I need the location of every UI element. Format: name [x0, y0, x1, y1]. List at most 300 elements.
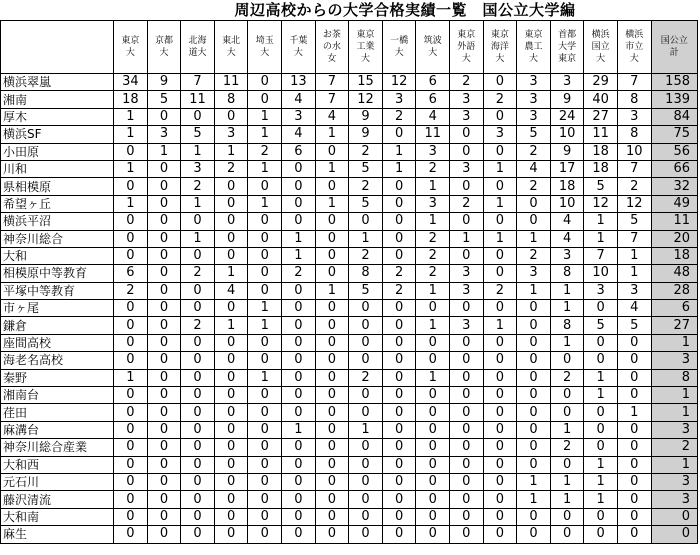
value-cell: 0	[315, 387, 349, 404]
value-cell: 0	[282, 439, 316, 456]
value-cell: 0	[349, 473, 383, 490]
value-cell: 18	[114, 91, 148, 108]
column-header-line: 大	[361, 54, 371, 64]
value-cell: 3	[450, 282, 484, 299]
value-cell: 0	[617, 508, 651, 525]
header-corner	[1, 21, 114, 74]
value-cell: 0	[517, 526, 551, 543]
value-cell: 0	[450, 456, 484, 473]
total-cell: 3	[651, 421, 697, 438]
value-cell: 0	[181, 300, 215, 317]
value-cell: 0	[114, 300, 148, 317]
value-cell: 0	[282, 404, 316, 421]
value-cell: 0	[248, 213, 282, 230]
value-cell: 0	[450, 247, 484, 264]
table-row	[1, 387, 698, 404]
value-cell: 0	[483, 508, 517, 525]
value-cell: 0	[517, 456, 551, 473]
value-cell: 3	[214, 126, 248, 143]
value-cell: 0	[315, 421, 349, 438]
value-cell: 0	[282, 456, 316, 473]
column-header	[114, 21, 148, 74]
value-cell: 0	[382, 247, 416, 264]
column-header-line: 国立	[591, 42, 610, 52]
value-cell: 0	[214, 404, 248, 421]
school-name: 元石川	[1, 473, 114, 490]
value-cell: 2	[349, 143, 383, 160]
value-cell: 0	[315, 143, 349, 160]
column-header-line: 大	[528, 54, 538, 64]
column-header	[382, 21, 416, 74]
column-header-line: 計	[669, 48, 679, 58]
value-cell: 0	[349, 404, 383, 421]
value-cell: 0	[450, 300, 484, 317]
value-cell: 1	[617, 265, 651, 282]
value-cell: 0	[181, 508, 215, 525]
column-header-line: 北海	[188, 36, 207, 46]
value-cell: 0	[147, 456, 181, 473]
value-cell: 7	[617, 74, 651, 91]
value-cell: 0	[214, 508, 248, 525]
value-cell: 1	[450, 230, 484, 247]
total-cell: 49	[651, 195, 697, 212]
value-cell: 10	[550, 195, 584, 212]
value-cell: 0	[282, 195, 316, 212]
table-row	[1, 352, 698, 369]
school-name: 麻生	[1, 526, 114, 543]
column-header-line: 東京	[121, 36, 140, 46]
value-cell: 0	[214, 300, 248, 317]
value-cell: 1	[248, 108, 282, 125]
value-cell: 0	[315, 508, 349, 525]
school-name: 座間高校	[1, 334, 114, 351]
value-cell: 0	[248, 230, 282, 247]
value-cell: 2	[517, 178, 551, 195]
school-name: 鎌倉	[1, 317, 114, 334]
value-cell: 0	[450, 526, 484, 543]
value-cell: 0	[382, 213, 416, 230]
value-cell: 0	[248, 247, 282, 264]
table-row	[1, 334, 698, 351]
value-cell: 0	[181, 491, 215, 508]
value-cell: 9	[147, 74, 181, 91]
value-cell: 0	[214, 421, 248, 438]
value-cell: 2	[181, 265, 215, 282]
table-row	[1, 126, 698, 143]
value-cell: 2	[483, 282, 517, 299]
value-cell: 0	[517, 369, 551, 386]
table-row	[1, 178, 698, 195]
value-cell: 0	[315, 317, 349, 334]
column-header	[147, 21, 181, 74]
value-cell: 0	[483, 404, 517, 421]
value-cell: 0	[147, 213, 181, 230]
school-name: 海老名高校	[1, 352, 114, 369]
table-row	[1, 473, 698, 490]
column-header-line: 横浜	[591, 30, 610, 40]
value-cell: 1	[517, 230, 551, 247]
value-cell: 3	[584, 282, 618, 299]
value-cell: 0	[214, 178, 248, 195]
value-cell: 0	[147, 473, 181, 490]
school-name: 神奈川総合産業	[1, 439, 114, 456]
value-cell: 1	[315, 282, 349, 299]
value-cell: 0	[584, 508, 618, 525]
column-header	[617, 21, 651, 74]
value-cell: 3	[450, 317, 484, 334]
value-cell: 2	[214, 160, 248, 177]
value-cell: 3	[617, 108, 651, 125]
value-cell: 1	[114, 160, 148, 177]
table-row	[1, 91, 698, 108]
value-cell: 0	[517, 213, 551, 230]
table-row	[1, 247, 698, 264]
table-row	[1, 456, 698, 473]
value-cell: 1	[114, 369, 148, 386]
value-cell: 0	[114, 439, 148, 456]
column-header-line: 市立	[625, 42, 644, 52]
value-cell: 0	[248, 421, 282, 438]
total-cell: 32	[651, 178, 697, 195]
value-cell: 0	[349, 387, 383, 404]
value-cell: 0	[584, 352, 618, 369]
value-cell: 0	[282, 473, 316, 490]
value-cell: 0	[382, 317, 416, 334]
value-cell: 0	[550, 526, 584, 543]
value-cell: 5	[617, 213, 651, 230]
table-row	[1, 265, 698, 282]
value-cell: 9	[349, 108, 383, 125]
column-header	[416, 21, 450, 74]
value-cell: 1	[248, 195, 282, 212]
value-cell: 0	[617, 352, 651, 369]
value-cell: 3	[382, 91, 416, 108]
page-title: 周辺高校からの大学合格実績一覧 国公立大学編	[234, 1, 576, 19]
value-cell: 0	[315, 247, 349, 264]
value-cell: 1	[584, 456, 618, 473]
table-row	[1, 404, 698, 421]
value-cell: 0	[450, 369, 484, 386]
value-cell: 0	[214, 369, 248, 386]
value-cell: 0	[282, 491, 316, 508]
value-cell: 7	[315, 91, 349, 108]
value-cell: 0	[114, 473, 148, 490]
value-cell: 3	[517, 108, 551, 125]
value-cell: 3	[517, 74, 551, 91]
value-cell: 4	[214, 282, 248, 299]
value-cell: 0	[315, 456, 349, 473]
value-cell: 0	[349, 456, 383, 473]
school-name: 神奈川総合	[1, 230, 114, 247]
value-cell: 0	[450, 334, 484, 351]
value-cell: 0	[147, 421, 181, 438]
value-cell: 0	[382, 387, 416, 404]
value-cell: 12	[584, 195, 618, 212]
value-cell: 0	[483, 473, 517, 490]
value-cell: 0	[382, 230, 416, 247]
value-cell: 1	[416, 369, 450, 386]
value-cell: 1	[282, 230, 316, 247]
value-cell: 5	[517, 126, 551, 143]
table-row	[1, 160, 698, 177]
value-cell: 0	[214, 439, 248, 456]
value-cell: 12	[382, 74, 416, 91]
school-name: 希望ヶ丘	[1, 195, 114, 212]
value-cell: 1	[248, 300, 282, 317]
value-cell: 0	[248, 178, 282, 195]
column-header-line: 大	[125, 48, 135, 58]
table-row	[1, 300, 698, 317]
value-cell: 0	[315, 265, 349, 282]
value-cell: 1	[147, 143, 181, 160]
value-cell: 6	[114, 265, 148, 282]
value-cell: 4	[517, 160, 551, 177]
value-cell: 0	[315, 334, 349, 351]
value-cell: 0	[416, 352, 450, 369]
value-cell: 0	[147, 439, 181, 456]
value-cell: 3	[181, 160, 215, 177]
value-cell: 0	[248, 91, 282, 108]
value-cell: 0	[517, 352, 551, 369]
total-cell: 20	[651, 230, 697, 247]
value-cell: 1	[483, 195, 517, 212]
column-header-line: 東京	[490, 30, 509, 40]
value-cell: 5	[584, 178, 618, 195]
value-cell: 0	[248, 508, 282, 525]
column-header-line: 大	[596, 54, 606, 64]
value-cell: 0	[214, 334, 248, 351]
value-cell: 12	[349, 91, 383, 108]
value-cell: 13	[282, 74, 316, 91]
table-row	[1, 213, 698, 230]
school-name: 秦野	[1, 369, 114, 386]
value-cell: 0	[450, 143, 484, 160]
value-cell: 0	[450, 178, 484, 195]
table-row	[1, 108, 698, 125]
value-cell: 0	[617, 439, 651, 456]
value-cell: 4	[617, 300, 651, 317]
value-cell: 0	[550, 508, 584, 525]
value-cell: 0	[248, 526, 282, 543]
value-cell: 6	[416, 91, 450, 108]
value-cell: 0	[382, 491, 416, 508]
column-header-line: 道大	[188, 48, 207, 58]
value-cell: 18	[584, 143, 618, 160]
value-cell: 0	[114, 387, 148, 404]
value-cell: 0	[181, 247, 215, 264]
table-body	[1, 74, 698, 544]
value-cell: 15	[349, 74, 383, 91]
column-header	[550, 21, 584, 74]
value-cell: 0	[617, 334, 651, 351]
total-cell: 27	[651, 317, 697, 334]
total-cell: 66	[651, 160, 697, 177]
total-cell: 1	[651, 404, 697, 421]
value-cell: 0	[382, 404, 416, 421]
value-cell: 0	[147, 160, 181, 177]
value-cell: 0	[517, 508, 551, 525]
value-cell: 0	[248, 473, 282, 490]
value-cell: 4	[416, 108, 450, 125]
value-cell: 3	[517, 91, 551, 108]
value-cell: 3	[450, 160, 484, 177]
value-cell: 0	[483, 456, 517, 473]
value-cell: 1	[382, 160, 416, 177]
column-header-line: 国公立	[660, 36, 688, 46]
table-row	[1, 282, 698, 299]
value-cell: 2	[416, 247, 450, 264]
value-cell: 0	[450, 473, 484, 490]
value-cell: 0	[282, 526, 316, 543]
value-cell: 3	[450, 265, 484, 282]
value-cell: 2	[382, 282, 416, 299]
value-cell: 1	[114, 108, 148, 125]
value-cell: 1	[114, 195, 148, 212]
value-cell: 0	[214, 213, 248, 230]
value-cell: 0	[248, 439, 282, 456]
total-cell: 0	[651, 526, 697, 543]
value-cell: 1	[349, 230, 383, 247]
value-cell: 0	[382, 334, 416, 351]
total-cell: 158	[651, 74, 697, 91]
value-cell: 0	[315, 352, 349, 369]
value-cell: 0	[147, 352, 181, 369]
value-cell: 3	[483, 126, 517, 143]
value-cell: 0	[114, 213, 148, 230]
column-header-line: 筑波	[423, 36, 442, 46]
column-header-line: 一橋	[390, 36, 409, 46]
value-cell: 0	[181, 526, 215, 543]
value-cell: 17	[550, 160, 584, 177]
value-cell: 0	[315, 491, 349, 508]
value-cell: 0	[248, 265, 282, 282]
value-cell: 0	[617, 456, 651, 473]
value-cell: 2	[114, 282, 148, 299]
value-cell: 2	[617, 178, 651, 195]
value-cell: 0	[450, 213, 484, 230]
total-cell: 56	[651, 143, 697, 160]
value-cell: 40	[584, 91, 618, 108]
value-cell: 5	[617, 317, 651, 334]
value-cell: 1	[181, 195, 215, 212]
column-header-line: 東京	[457, 30, 476, 40]
value-cell: 0	[282, 160, 316, 177]
value-cell: 0	[147, 491, 181, 508]
value-cell: 0	[248, 491, 282, 508]
value-cell: 3	[550, 74, 584, 91]
total-cell: 1	[651, 456, 697, 473]
value-cell: 9	[550, 143, 584, 160]
value-cell: 29	[584, 74, 618, 91]
value-cell: 1	[416, 213, 450, 230]
value-cell: 9	[349, 126, 383, 143]
school-name: 湘南	[1, 91, 114, 108]
value-cell: 1	[517, 473, 551, 490]
value-cell: 0	[483, 334, 517, 351]
total-cell: 18	[651, 247, 697, 264]
value-cell: 2	[349, 369, 383, 386]
value-cell: 0	[450, 421, 484, 438]
value-cell: 1	[550, 300, 584, 317]
school-name: 平塚中等教育	[1, 282, 114, 299]
value-cell: 0	[382, 352, 416, 369]
school-name: 藤沢清流	[1, 491, 114, 508]
value-cell: 0	[550, 387, 584, 404]
value-cell: 0	[248, 387, 282, 404]
value-cell: 0	[416, 300, 450, 317]
value-cell: 0	[416, 456, 450, 473]
value-cell: 2	[483, 91, 517, 108]
total-cell: 28	[651, 282, 697, 299]
column-header-line: 大	[260, 48, 270, 58]
total-cell: 75	[651, 126, 697, 143]
value-cell: 1	[248, 369, 282, 386]
value-cell: 0	[282, 300, 316, 317]
column-header-line: 大	[159, 48, 169, 58]
value-cell: 0	[147, 300, 181, 317]
value-cell: 0	[450, 387, 484, 404]
value-cell: 0	[382, 178, 416, 195]
results-table	[0, 20, 698, 544]
value-cell: 0	[617, 421, 651, 438]
value-cell: 2	[416, 160, 450, 177]
value-cell: 0	[147, 387, 181, 404]
value-cell: 0	[114, 178, 148, 195]
column-header-line: 大	[495, 54, 505, 64]
value-cell: 0	[315, 404, 349, 421]
value-cell: 2	[550, 439, 584, 456]
value-cell: 0	[349, 300, 383, 317]
value-cell: 5	[147, 91, 181, 108]
value-cell: 1	[483, 317, 517, 334]
value-cell: 0	[282, 213, 316, 230]
value-cell: 0	[483, 387, 517, 404]
value-cell: 0	[450, 126, 484, 143]
value-cell: 4	[550, 213, 584, 230]
total-cell: 6	[651, 300, 697, 317]
value-cell: 0	[517, 421, 551, 438]
table-row	[1, 421, 698, 438]
column-header	[282, 21, 316, 74]
table-row	[1, 508, 698, 525]
value-cell: 8	[214, 91, 248, 108]
value-cell: 0	[315, 526, 349, 543]
column-header	[181, 21, 215, 74]
value-cell: 0	[147, 230, 181, 247]
value-cell: 5	[349, 195, 383, 212]
value-cell: 0	[114, 334, 148, 351]
value-cell: 0	[382, 526, 416, 543]
value-cell: 8	[550, 317, 584, 334]
value-cell: 1	[584, 387, 618, 404]
table-row	[1, 439, 698, 456]
value-cell: 2	[450, 74, 484, 91]
value-cell: 8	[617, 91, 651, 108]
table-row	[1, 143, 698, 160]
value-cell: 0	[483, 178, 517, 195]
value-cell: 0	[282, 387, 316, 404]
value-cell: 0	[517, 334, 551, 351]
value-cell: 0	[114, 317, 148, 334]
column-header-line: の水	[322, 42, 341, 52]
value-cell: 3	[550, 247, 584, 264]
total-cell: 0	[651, 508, 697, 525]
column-header-line: 外語	[457, 42, 476, 52]
value-cell: 0	[483, 143, 517, 160]
total-cell: 2	[651, 439, 697, 456]
value-cell: 0	[416, 404, 450, 421]
value-cell: 0	[349, 352, 383, 369]
